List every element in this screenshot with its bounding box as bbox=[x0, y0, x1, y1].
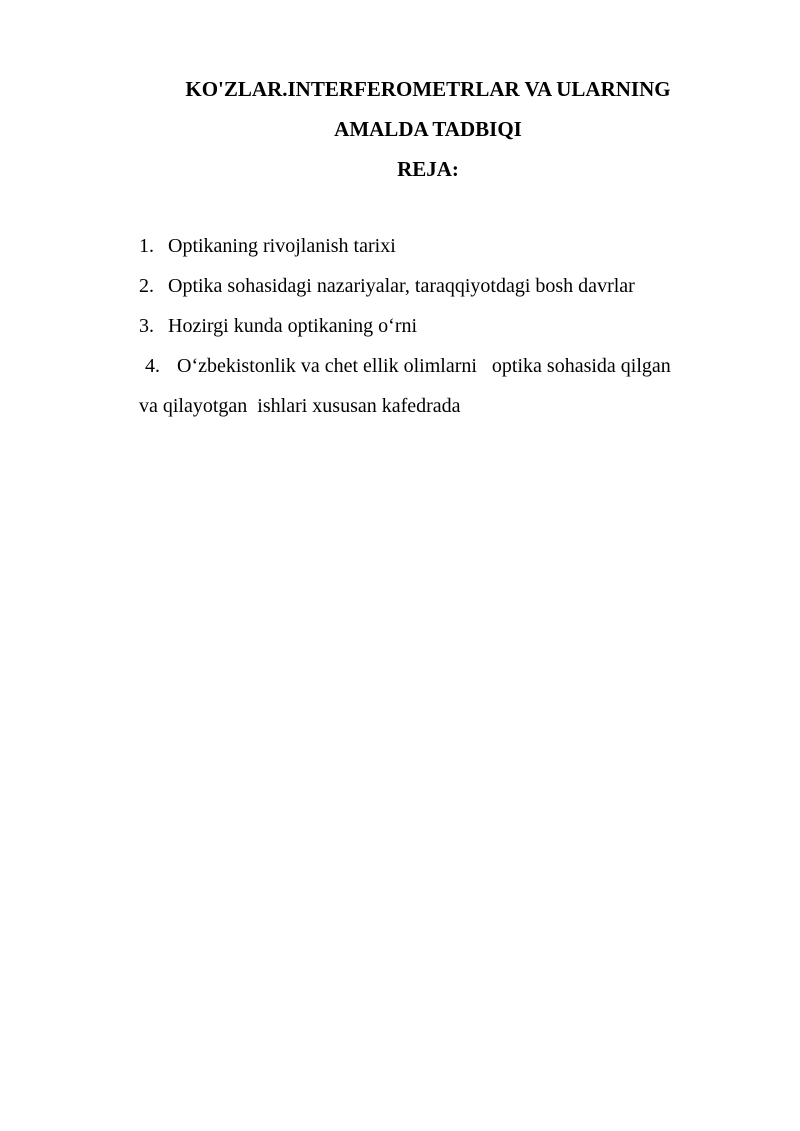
plan-item-text: Hozirgi kunda optikaning o‘rni bbox=[168, 315, 418, 337]
plan-item-number: 3. bbox=[139, 315, 154, 337]
plan-item-continuation: va qilayotgan ishlari xususan kafedrada bbox=[139, 395, 461, 417]
plan-heading: REJA: bbox=[397, 157, 459, 181]
plan-item-text: Optikaning rivojlanish tarixi bbox=[168, 235, 396, 257]
plan-item-number: 4. bbox=[145, 355, 160, 377]
plan-item bbox=[139, 234, 396, 258]
document-title-line-2: AMALDA TADBIQI bbox=[334, 117, 522, 141]
plan-item-number: 1. bbox=[139, 235, 154, 257]
plan-item-text: O‘zbekistonlik va chet ellik olimlarni optika sohasida qilgan bbox=[177, 355, 671, 377]
plan-item bbox=[139, 314, 417, 338]
plan-item-number: 2. bbox=[139, 275, 154, 297]
plan-item bbox=[139, 274, 635, 298]
plan-item bbox=[145, 354, 671, 378]
document-title-line-1: KO'ZLAR.INTERFEROMETRLAR VA ULARNING bbox=[185, 77, 671, 101]
plan-item-text: Optika sohasidagi nazariyalar, taraqqiyotdagi bosh davrlar bbox=[168, 275, 635, 297]
